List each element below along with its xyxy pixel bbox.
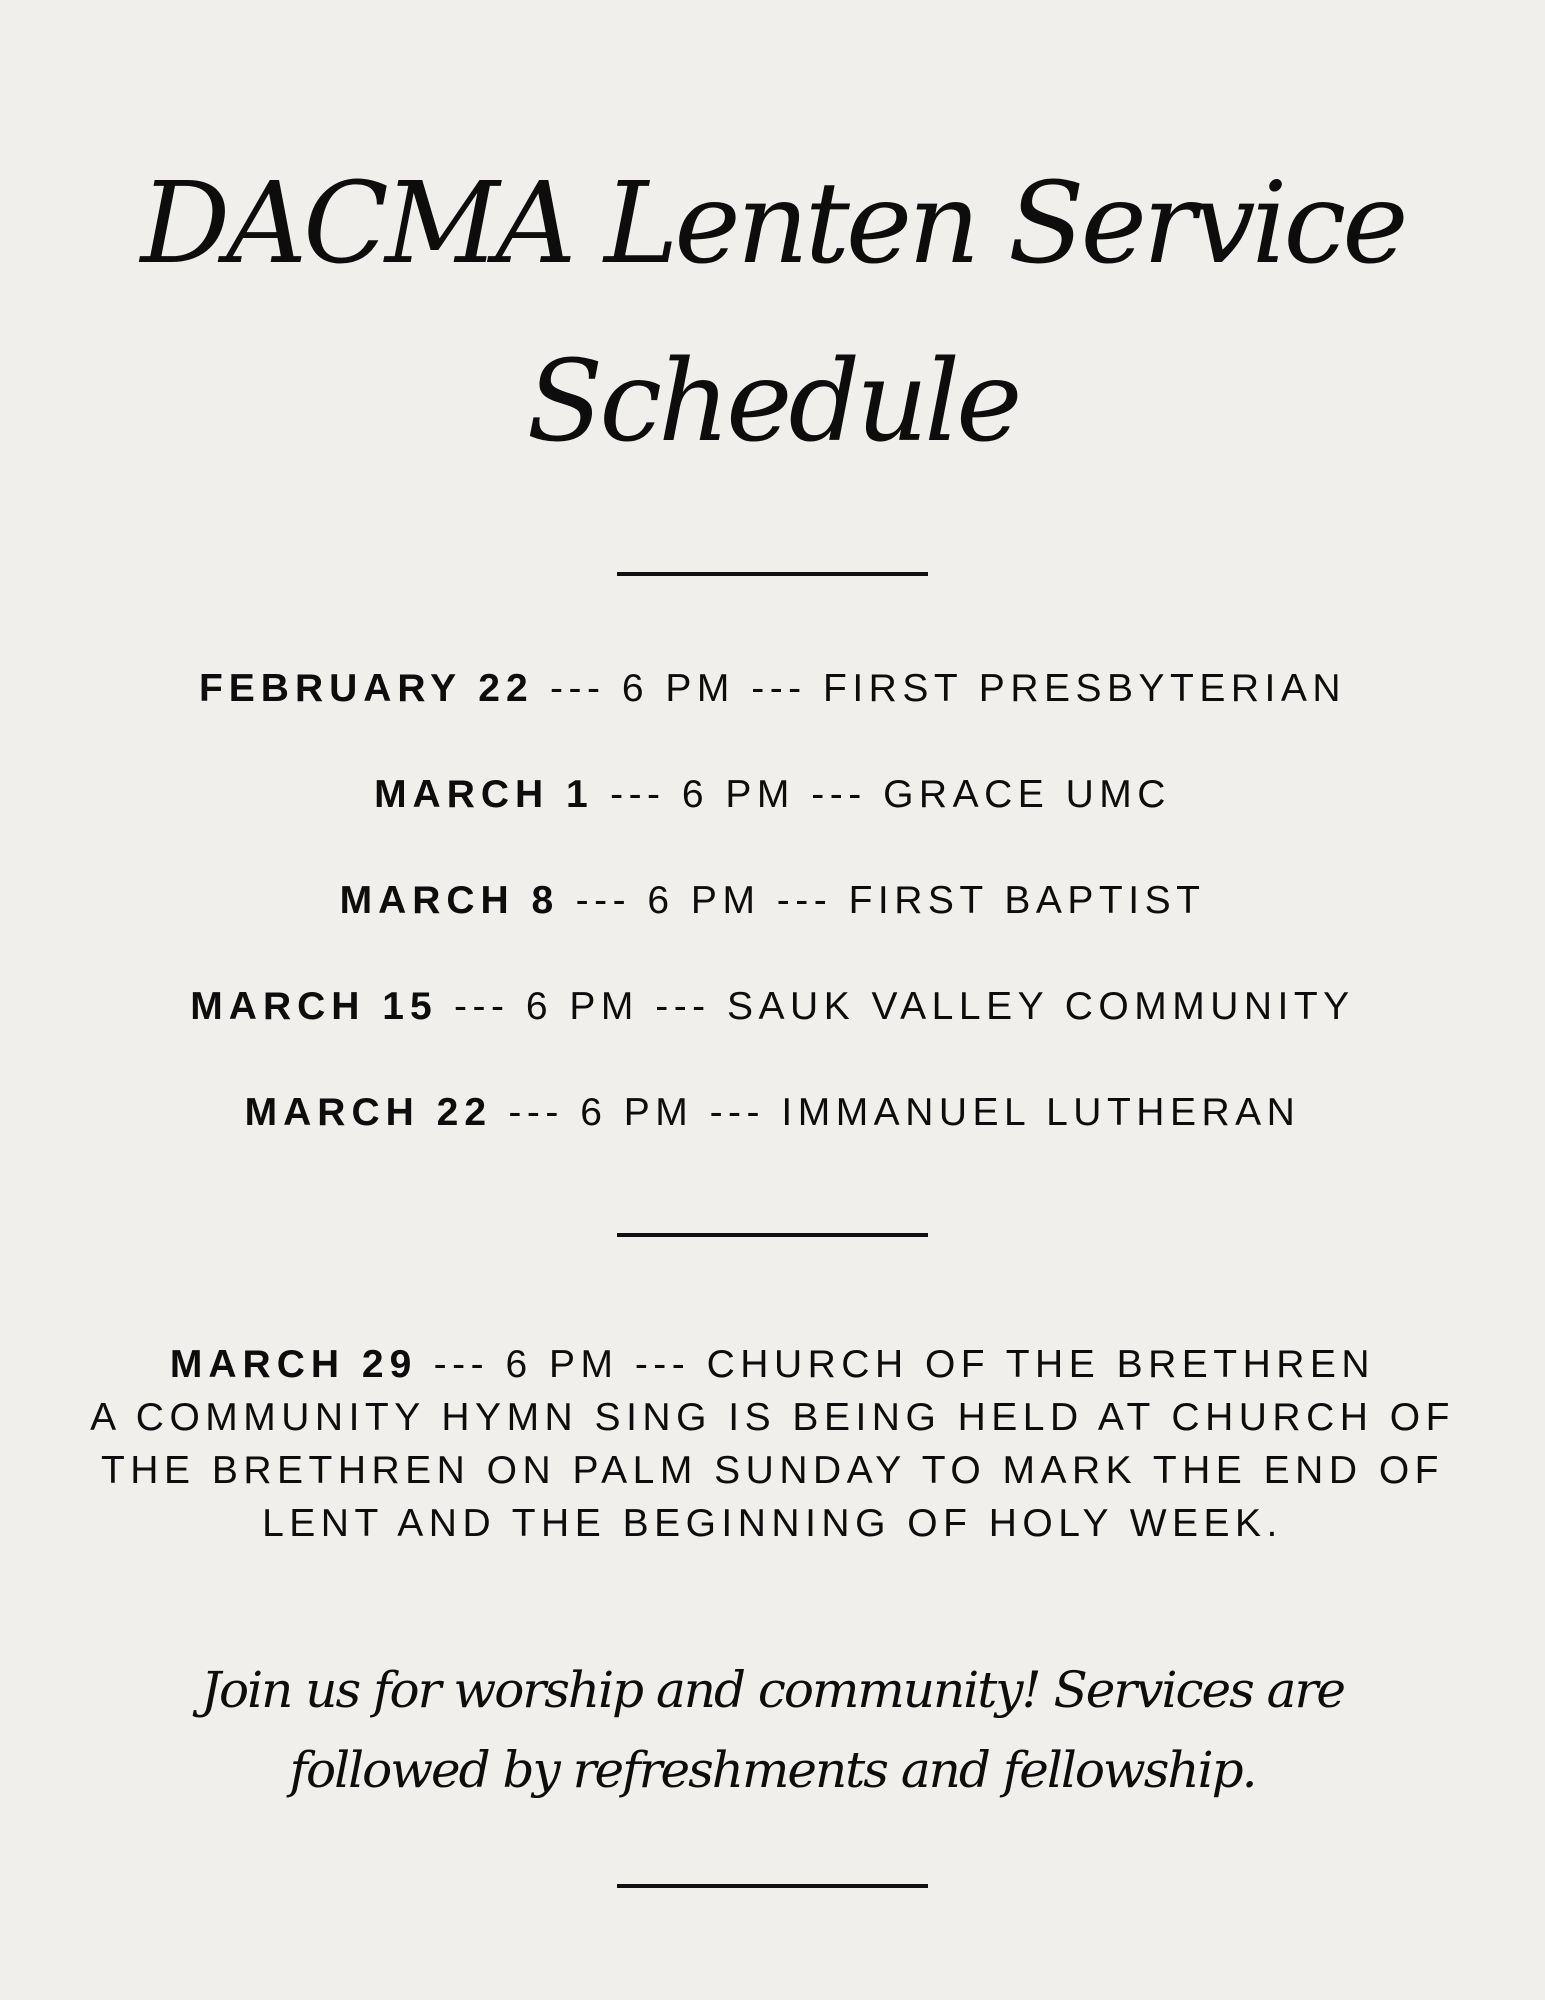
closing-line-2: followed by refreshments and fellowship. <box>289 1741 1256 1799</box>
title-line-1: DACMA Lenten Service <box>140 159 1405 289</box>
schedule-item <box>0 660 1545 766</box>
final-service-line <box>0 1338 1545 1391</box>
title-line-2: Schedule <box>526 337 1019 467</box>
service-church: GRACE UMC <box>883 773 1171 816</box>
closing-message <box>0 1650 1545 1810</box>
separator: --- <box>550 667 606 710</box>
separator: --- <box>776 879 833 922</box>
separator: --- <box>610 773 666 816</box>
schedule-item <box>0 1084 1545 1190</box>
separator: --- <box>634 1343 691 1386</box>
schedule-item <box>0 766 1545 872</box>
service-time: 6 PM <box>647 879 761 922</box>
service-time: 6 PM <box>580 1091 694 1134</box>
service-date: MARCH 15 <box>190 985 438 1028</box>
closing-line-1: Join us for worship and community! Services are <box>201 1661 1344 1719</box>
hymn-sing-note: A COMMUNITY HYMN SING IS BEING HELD AT CHURCH OF THE BRETHREN ON PALM SUNDAY TO MARK THE END OF LENT AND THE BEGINNING OF HOLY WEEK. <box>90 1396 1455 1545</box>
service-church: SAUK VALLEY COMMUNITY <box>727 985 1355 1028</box>
separator: --- <box>709 1091 766 1134</box>
separator: --- <box>655 985 711 1028</box>
service-date: MARCH 22 <box>244 1091 493 1134</box>
schedule-item <box>0 872 1545 978</box>
service-church: FIRST PRESBYTERIAN <box>823 667 1347 710</box>
service-time: 6 PM <box>681 773 795 816</box>
service-church: FIRST BAPTIST <box>848 879 1206 922</box>
service-time: 6 PM <box>621 667 735 710</box>
separator: --- <box>575 879 632 922</box>
service-time: 6 PM <box>505 1343 619 1386</box>
separator: --- <box>751 667 807 710</box>
service-church: CHURCH OF THE BRETHREN <box>706 1343 1376 1386</box>
divider-bottom <box>617 1884 928 1888</box>
service-time: 6 PM <box>525 985 639 1028</box>
divider-middle <box>617 1233 928 1237</box>
schedule-item <box>0 978 1545 1084</box>
separator: --- <box>811 773 867 816</box>
service-date: MARCH 29 <box>169 1343 418 1386</box>
separator: --- <box>454 985 510 1028</box>
service-date: FEBRUARY 22 <box>198 667 534 710</box>
service-date: MARCH 1 <box>374 773 594 816</box>
separator: --- <box>508 1091 564 1134</box>
schedule-list <box>0 660 1545 1190</box>
page-title <box>0 135 1545 491</box>
service-date: MARCH 8 <box>339 879 560 922</box>
service-church: IMMANUEL LUTHERAN <box>781 1091 1301 1134</box>
divider-top <box>617 572 928 576</box>
final-service <box>0 1338 1545 1550</box>
separator: --- <box>433 1343 490 1386</box>
